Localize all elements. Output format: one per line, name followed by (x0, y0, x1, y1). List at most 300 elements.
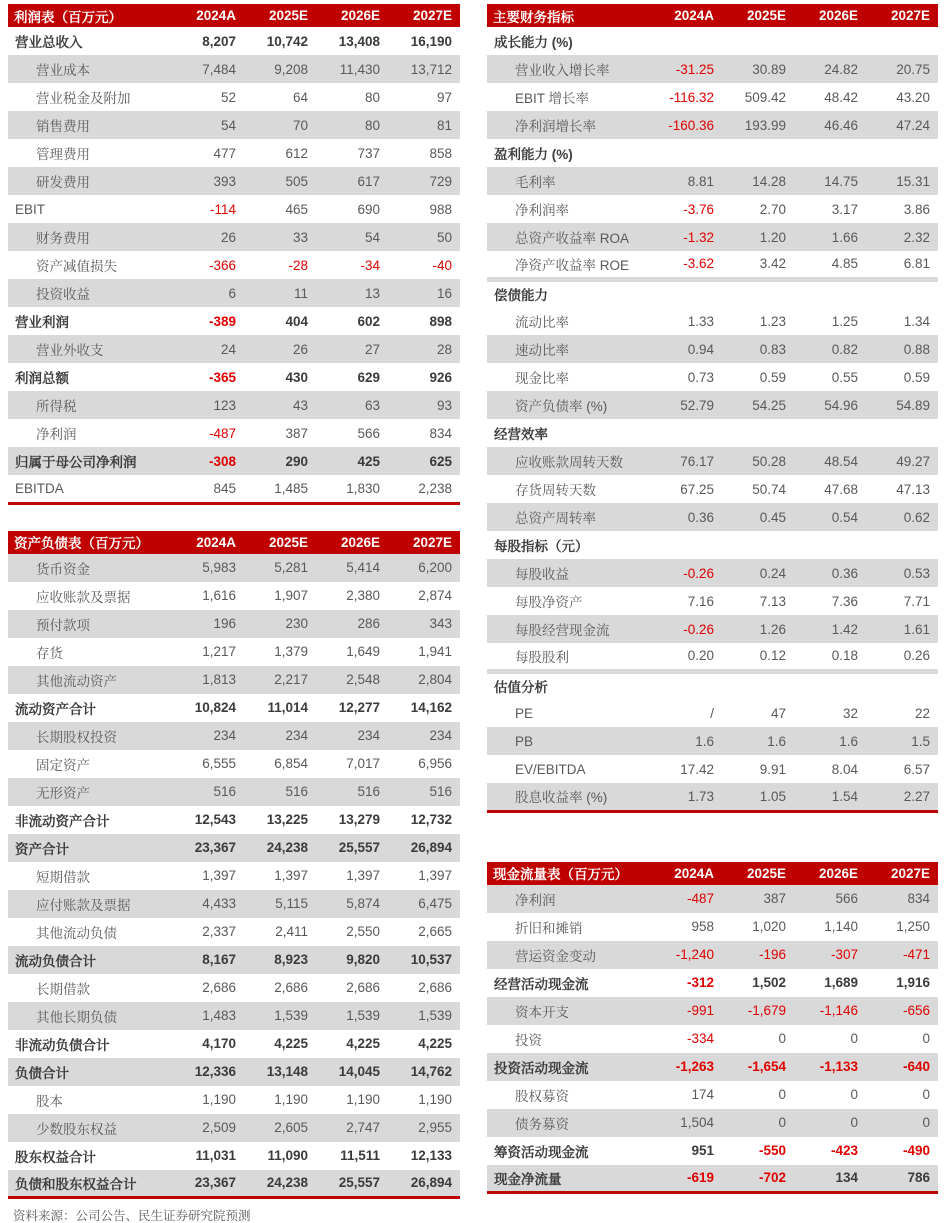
value-cell: 13,148 (244, 1058, 316, 1086)
table-row (487, 55, 938, 83)
value-cell: 7.16 (687, 593, 714, 609)
value-cell: 11 (244, 279, 316, 307)
value-cell: 11,511 (340, 1148, 380, 1163)
value-cell: 1.26 (722, 615, 794, 643)
row-label: 流动资产合计 (15, 701, 96, 717)
table-row (487, 335, 938, 363)
value-cell: 48.42 (824, 89, 858, 105)
value-cell: 97 (436, 89, 452, 105)
value-cell (722, 419, 794, 447)
value-cell: 2,874 (418, 588, 452, 603)
value-cell (650, 531, 722, 559)
year-column-header: 2027E (388, 4, 460, 27)
row-label: 净利润 (487, 885, 650, 913)
table-row (487, 913, 938, 941)
value-cell: 387 (285, 425, 308, 441)
value-cell: 1,140 (824, 919, 858, 934)
value-cell: 0.36 (650, 503, 722, 531)
value-cell: -1,146 (794, 997, 866, 1025)
value-cell: 1,397 (202, 868, 236, 883)
value-cell: -1.32 (650, 223, 722, 251)
value-cell: 1,190 (202, 1092, 236, 1107)
income-statement-table (8, 4, 460, 505)
value-cell: 926 (429, 369, 452, 385)
table-row (487, 1137, 938, 1165)
value-cell: 0.26 (903, 648, 930, 664)
value-cell: 404 (285, 313, 308, 329)
value-cell: -28 (288, 257, 308, 273)
value-cell: 1.61 (866, 615, 938, 643)
value-cell: 602 (357, 313, 380, 329)
value-cell: 0 (922, 1087, 930, 1102)
value-cell: 3.86 (903, 201, 930, 217)
value-cell: 11,031 (195, 1148, 236, 1163)
row-label: 毛利率 (487, 167, 650, 195)
value-cell: 6.57 (903, 761, 930, 777)
row-label: 现金比率 (515, 371, 569, 386)
value-cell: 193.99 (722, 111, 794, 139)
value-cell (866, 671, 938, 699)
table-row (8, 778, 460, 806)
value-cell: -1,654 (722, 1053, 794, 1081)
value-cell: 0 (850, 1087, 858, 1102)
row-label: 股东权益合计 (15, 1149, 96, 1165)
value-cell: -1,240 (650, 941, 722, 969)
value-cell: 14,045 (316, 1058, 388, 1086)
value-cell: 1.6 (794, 727, 866, 755)
row-label: 每股股利 (515, 649, 569, 665)
table-row (8, 638, 460, 666)
row-label: 每股收益 (487, 559, 650, 587)
table-header-row (8, 4, 460, 27)
value-cell: -1,133 (794, 1053, 866, 1081)
value-cell: 24,238 (244, 834, 316, 862)
value-cell: 26,894 (388, 834, 460, 862)
value-cell: 50.74 (752, 481, 786, 497)
table-row (8, 251, 460, 279)
value-cell: 951 (691, 1143, 714, 1158)
value-cell: -471 (866, 941, 938, 969)
value-cell: 7.36 (831, 593, 858, 609)
value-cell: 0.18 (831, 648, 858, 664)
table-row (8, 55, 460, 83)
year-column-header: 2024A (172, 4, 244, 27)
row-label: 营业税金及附加 (36, 91, 131, 106)
table-row (8, 335, 460, 363)
value-cell: -307 (794, 941, 866, 969)
value-cell: 1,190 (418, 1092, 452, 1107)
value-cell (794, 279, 866, 307)
table-row (487, 1025, 938, 1053)
row-label: 每股经营现金流 (487, 615, 650, 643)
row-label: 长期借款 (36, 981, 90, 997)
value-cell: 1,813 (172, 666, 244, 694)
year-column-header: 2024A (172, 531, 244, 554)
value-cell: 737 (357, 145, 380, 161)
row-label: 固定资产 (36, 757, 90, 773)
table-row (8, 363, 460, 391)
value-cell: -0.26 (650, 615, 722, 643)
row-label: 盈利能力 (%) (494, 147, 573, 162)
value-cell: 430 (285, 369, 308, 385)
table-row (8, 554, 460, 582)
value-cell: -389 (208, 313, 236, 329)
value-cell: 858 (429, 145, 452, 161)
value-cell: 2.70 (759, 201, 786, 217)
year-column-header: 2026E (794, 862, 866, 885)
row-label: 营业总收入 (15, 35, 83, 50)
table-row (8, 750, 460, 778)
value-cell: 0 (722, 1109, 794, 1137)
table-row (487, 1165, 938, 1193)
table-row (8, 1058, 460, 1086)
value-cell: 5,874 (316, 890, 388, 918)
value-cell: 123 (172, 391, 244, 419)
value-cell: 24 (172, 335, 244, 363)
value-cell (794, 671, 866, 699)
table-row (487, 167, 938, 195)
value-cell: 134 (794, 1165, 866, 1193)
value-cell (650, 419, 722, 447)
value-cell: 625 (388, 447, 460, 475)
value-cell: -1,263 (650, 1053, 722, 1081)
table-header-row (8, 531, 460, 554)
row-label: 负债合计 (8, 1058, 172, 1086)
value-cell: 47.13 (896, 481, 930, 497)
value-cell: -550 (758, 1143, 786, 1158)
row-label: 无形资产 (8, 778, 172, 806)
value-cell: 0 (850, 1031, 858, 1046)
table-row (8, 610, 460, 638)
value-cell: 17.42 (680, 761, 714, 777)
value-cell: 43.20 (896, 89, 930, 105)
value-cell: 6,956 (418, 756, 452, 771)
value-cell: 2,217 (244, 666, 316, 694)
row-label: 估值分析 (487, 671, 650, 699)
row-label: 每股净资产 (515, 595, 583, 610)
table-row (8, 946, 460, 974)
value-cell: 1.20 (722, 223, 794, 251)
value-cell: 0.36 (794, 559, 866, 587)
value-cell: 46.46 (794, 111, 866, 139)
row-label: EBIT 增长率 (515, 91, 590, 106)
row-label: 非流动资产合计 (15, 813, 110, 829)
value-cell: 0.59 (903, 369, 930, 385)
table-header-row (487, 862, 938, 885)
row-label: 营业收入增长率 (487, 55, 650, 83)
value-cell: 8,207 (202, 33, 236, 49)
value-cell: 0.20 (687, 648, 714, 664)
value-cell: 0.45 (722, 503, 794, 531)
balance-sheet-table (8, 531, 460, 1200)
value-cell: 76.17 (650, 447, 722, 475)
table-row (487, 587, 938, 615)
value-cell: 1,485 (274, 480, 308, 496)
value-cell: 33 (244, 223, 316, 251)
table-row (8, 834, 460, 862)
table-row (487, 111, 938, 139)
row-label: EV/EBITDA (515, 761, 586, 777)
value-cell: 23,367 (172, 1170, 244, 1198)
value-cell: 26 (172, 223, 244, 251)
table-row (487, 251, 938, 279)
value-cell: 10,537 (388, 946, 460, 974)
table-row (487, 475, 938, 503)
table-row (8, 279, 460, 307)
row-label: 营业利润 (15, 315, 69, 330)
table-row (487, 615, 938, 643)
table-row (487, 783, 938, 811)
table-row (487, 363, 938, 391)
value-cell: 1,397 (346, 868, 380, 883)
value-cell: 230 (244, 610, 316, 638)
table-row (487, 1081, 938, 1109)
table-row (8, 139, 460, 167)
value-cell: 477 (213, 145, 236, 161)
table-row (487, 969, 938, 997)
value-cell: 10,824 (194, 700, 236, 715)
table-row (8, 862, 460, 890)
value-cell: 2,238 (418, 480, 452, 496)
value-cell: 2.32 (866, 223, 938, 251)
value-cell: 1,379 (274, 644, 308, 659)
value-cell (722, 671, 794, 699)
value-cell: 24.82 (794, 55, 866, 83)
value-cell: 1,907 (274, 588, 308, 603)
value-cell: -991 (650, 997, 722, 1025)
row-label: 投资收益 (8, 279, 172, 307)
value-cell: 54 (316, 223, 388, 251)
row-label: 其他长期负债 (8, 1002, 172, 1030)
row-label: 流动比率 (515, 315, 569, 330)
value-cell: 2,747 (316, 1114, 388, 1142)
value-cell: -366 (208, 257, 236, 273)
row-label: EBITDA (15, 480, 64, 496)
value-cell: 0.24 (722, 559, 794, 587)
value-cell: 67.25 (680, 481, 714, 497)
row-label: 资产减值损失 (36, 259, 117, 274)
value-cell (794, 531, 866, 559)
section-header-row (487, 531, 938, 559)
value-cell: 1,483 (172, 1002, 244, 1030)
value-cell: 52.79 (650, 391, 722, 419)
value-cell: 64 (292, 89, 308, 105)
section-header-row (487, 279, 938, 307)
table-title: 资产负债表（百万元） (8, 531, 172, 554)
value-cell: 516 (316, 778, 388, 806)
value-cell: 80 (316, 111, 388, 139)
value-cell: 50.28 (722, 447, 794, 475)
value-cell: 1,830 (346, 480, 380, 496)
table-row (487, 223, 938, 251)
value-cell: 234 (172, 722, 244, 750)
value-cell: 834 (429, 425, 452, 441)
value-cell: 1,504 (650, 1109, 722, 1137)
table-row (487, 307, 938, 335)
value-cell: 516 (388, 778, 460, 806)
value-cell: 7.71 (903, 593, 930, 609)
value-cell: 1.33 (687, 313, 714, 329)
row-label: 短期借款 (36, 869, 90, 885)
table-row (487, 83, 938, 111)
value-cell: 0.55 (831, 369, 858, 385)
value-cell: 16,190 (410, 33, 452, 49)
value-cell: 25,557 (316, 1170, 388, 1198)
value-cell: 4,225 (346, 1036, 380, 1051)
value-cell: 8,167 (172, 946, 244, 974)
value-cell: 509.42 (744, 89, 786, 105)
value-cell: 6,854 (274, 756, 308, 771)
row-label: 非流动负债合计 (15, 1037, 110, 1053)
table-row (8, 1114, 460, 1142)
value-cell: 54 (172, 111, 244, 139)
row-label: 股息收益率 (%) (487, 783, 650, 811)
value-cell: 617 (316, 167, 388, 195)
value-cell: 1,689 (824, 975, 858, 990)
value-cell: 14.75 (794, 167, 866, 195)
table-row (8, 1002, 460, 1030)
table-header-row (487, 4, 938, 27)
year-column-header: 2024A (650, 862, 722, 885)
row-label: 经营效率 (494, 427, 548, 442)
value-cell: 1,616 (202, 588, 236, 603)
value-cell: 9.91 (759, 761, 786, 777)
value-cell: 1,539 (244, 1002, 316, 1030)
value-cell: -34 (360, 257, 380, 273)
table-row (8, 974, 460, 1002)
value-cell: 14.28 (722, 167, 794, 195)
table-row (8, 223, 460, 251)
row-label: 研发费用 (8, 167, 172, 195)
table-row (8, 1142, 460, 1170)
value-cell (650, 139, 722, 167)
section-header-row (487, 671, 938, 699)
value-cell: 1.25 (831, 313, 858, 329)
value-cell: -160.36 (650, 111, 722, 139)
value-cell: 54.25 (722, 391, 794, 419)
row-label: 长期股权投资 (8, 722, 172, 750)
value-cell: 0 (778, 1031, 786, 1046)
value-cell: 196 (172, 610, 244, 638)
table-row (487, 391, 938, 419)
value-cell: -1,679 (722, 997, 794, 1025)
table-title: 主要财务指标 (487, 4, 650, 27)
value-cell: 16 (388, 279, 460, 307)
value-cell: 1,916 (896, 975, 930, 990)
value-cell: 47.68 (824, 481, 858, 497)
value-cell: 6 (172, 279, 244, 307)
value-cell: -116.32 (669, 89, 714, 105)
value-cell: 12,133 (410, 1148, 452, 1163)
table-row (487, 643, 938, 671)
value-cell: 24,238 (244, 1170, 316, 1198)
cash-flow-table (487, 862, 938, 1195)
year-column-header: 2025E (244, 4, 316, 27)
value-cell: -308 (172, 447, 244, 475)
value-cell: 50 (388, 223, 460, 251)
row-label: 净利润 (36, 427, 77, 442)
value-cell: -312 (686, 975, 714, 990)
row-label: 股权募资 (515, 1088, 569, 1104)
left-column (8, 4, 460, 1223)
value-cell: 1,190 (274, 1092, 308, 1107)
value-cell (794, 27, 866, 55)
value-cell: 629 (357, 369, 380, 385)
value-cell: 1.6 (722, 727, 794, 755)
row-label: 总资产周转率 (487, 503, 650, 531)
value-cell: 23,367 (172, 834, 244, 862)
value-cell: 566 (794, 885, 866, 913)
table-row (8, 391, 460, 419)
value-cell: 2,686 (274, 980, 308, 995)
value-cell (722, 531, 794, 559)
row-label: 应付账款及票据 (8, 890, 172, 918)
value-cell: 4,225 (418, 1036, 452, 1051)
value-cell: -196 (722, 941, 794, 969)
row-label: EBIT (15, 201, 46, 217)
year-column-header: 2025E (244, 531, 316, 554)
row-label: 资产负债率 (%) (487, 391, 650, 419)
value-cell: 2,509 (172, 1114, 244, 1142)
value-cell: 234 (316, 722, 388, 750)
value-cell: 8.04 (831, 761, 858, 777)
row-label: 财务费用 (8, 223, 172, 251)
value-cell: 10,742 (266, 33, 308, 49)
value-cell (866, 139, 938, 167)
row-label: 归属于母公司净利润 (8, 447, 172, 475)
value-cell: 8.81 (650, 167, 722, 195)
row-label: 存货 (36, 645, 63, 661)
row-label: 净利润率 (515, 203, 569, 218)
row-label: 营业外收支 (8, 335, 172, 363)
table-row (8, 167, 460, 195)
value-cell: 54.89 (866, 391, 938, 419)
value-cell: 12,732 (410, 812, 452, 827)
row-label: 速动比率 (487, 335, 650, 363)
value-cell: 2,337 (202, 924, 236, 939)
value-cell: 8,923 (244, 946, 316, 974)
value-cell: 52 (220, 89, 236, 105)
value-cell: -487 (650, 885, 722, 913)
value-cell: 25,557 (316, 834, 388, 862)
value-cell: 12,277 (338, 700, 380, 715)
value-cell: 2,955 (388, 1114, 460, 1142)
row-label: 存货周转天数 (515, 483, 596, 498)
row-label: 预付款项 (8, 610, 172, 638)
value-cell: 286 (316, 610, 388, 638)
value-cell: 6.81 (903, 256, 930, 272)
value-cell: 465 (285, 201, 308, 217)
value-cell: -3.76 (683, 201, 714, 217)
value-cell: 834 (866, 885, 938, 913)
value-cell (650, 671, 722, 699)
value-cell: 4.85 (831, 256, 858, 272)
value-cell: 7,484 (172, 55, 244, 83)
row-label: PE (515, 705, 534, 721)
value-cell: 0 (922, 1031, 930, 1046)
value-cell: 2,411 (275, 924, 308, 939)
value-cell (794, 419, 866, 447)
row-label: 净利润增长率 (487, 111, 650, 139)
value-cell: 690 (357, 201, 380, 217)
value-cell: 12,543 (194, 812, 236, 827)
value-cell: 80 (364, 89, 380, 105)
row-label: 销售费用 (8, 111, 172, 139)
table-row (487, 699, 938, 727)
value-cell: 81 (388, 111, 460, 139)
value-cell: 1.73 (650, 783, 722, 811)
table-row (487, 195, 938, 223)
